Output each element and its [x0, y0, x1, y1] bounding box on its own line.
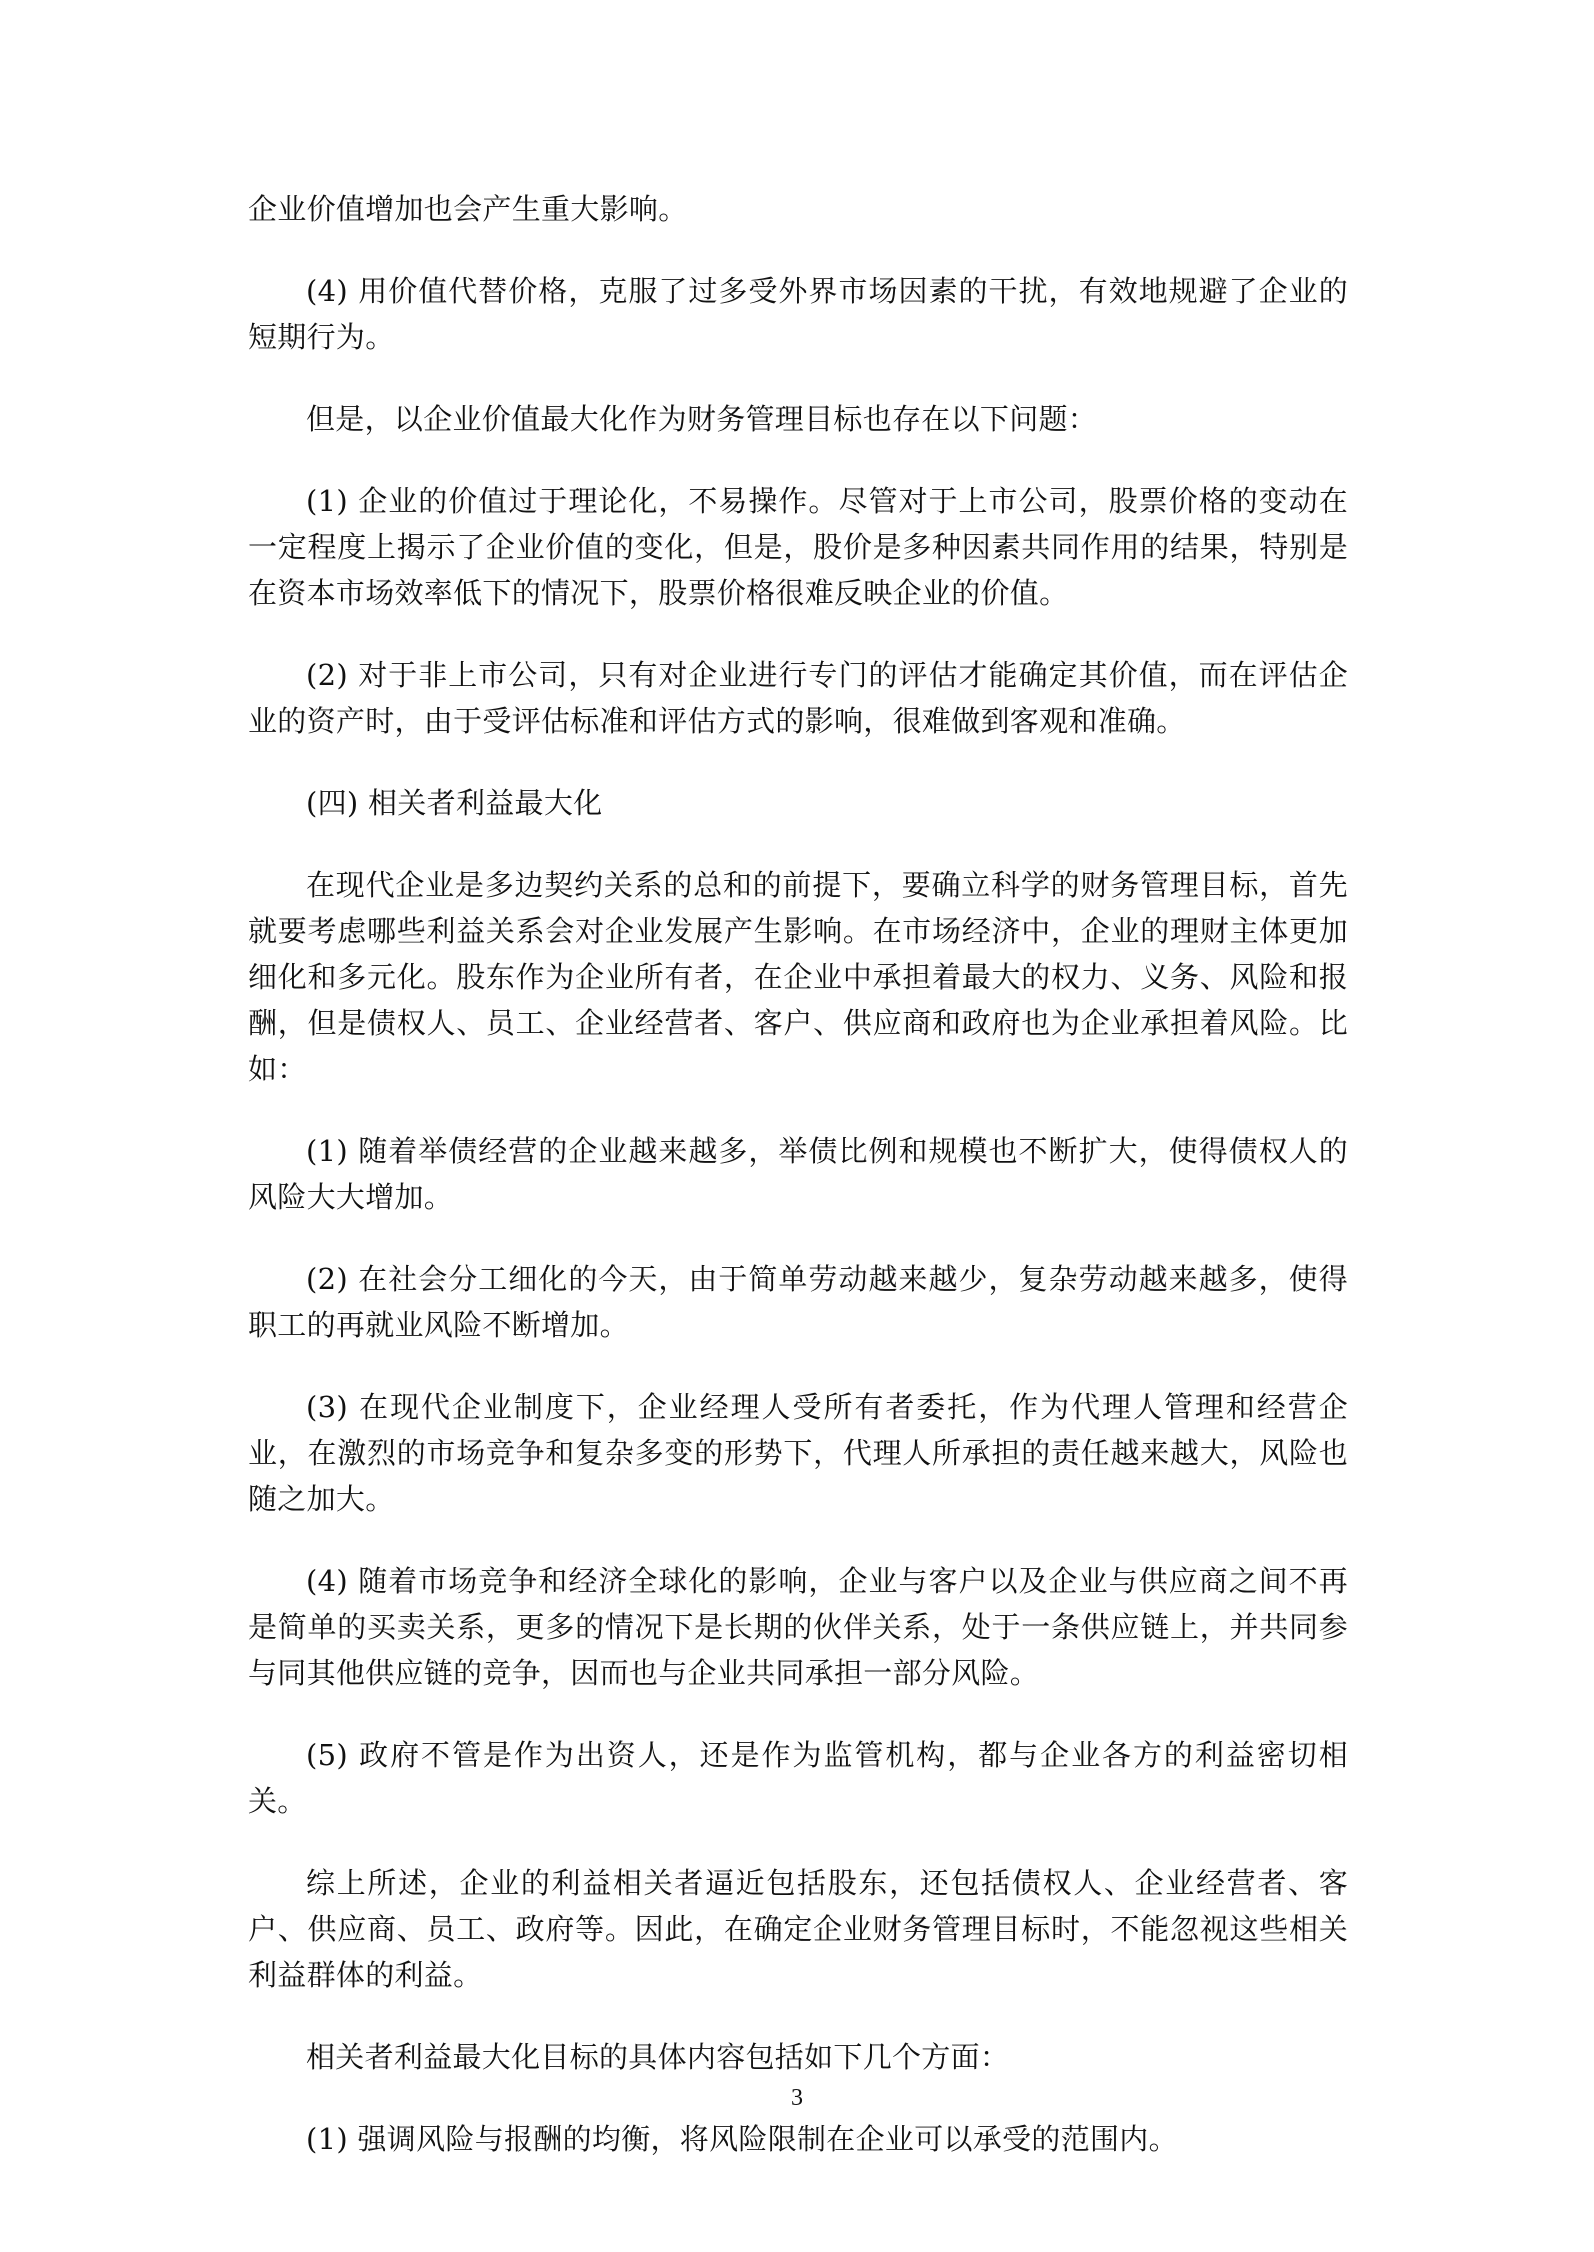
paragraph: 综上所述，企业的利益相关者逼近包括股东，还包括债权人、企业经营者、客户、供应商、员工、政府等。因此，在确定企业财务管理目标时，不能忽视这些相关利益群体的利益。: [248, 1866, 1348, 1992]
paragraph: 相关者利益最大化目标的具体内容包括如下几个方面：: [306, 2040, 1010, 2074]
paragraph: 在现代企业是多边契约关系的总和的前提下，要确立科学的财务管理目标，首先就要考虑哪些利益关系会对企业发展产生影响。在市场经济中，企业的理财主体更加细化和多元化。股东作为企业所有者，在企业中承担着最大的权力、义务、风险和报酬，但是债权人、员工、企业经营者、客户、供应商和政府也为企业承担着风险。比如：: [248, 868, 1348, 1086]
paragraph: (5) 政府不管是作为出资人，还是作为监管机构，都与企业各方的利益密切相关。: [248, 1738, 1348, 1818]
document-body: [248, 186, 1348, 2198]
paragraph: (3) 在现代企业制度下，企业经理人受所有者委托，作为代理人管理和经营企业，在激烈的市场竞争和复杂多变的形势下，代理人所承担的责任越来越大，风险也随之加大。: [248, 1390, 1348, 1516]
section-heading: (四) 相关者利益最大化: [306, 786, 603, 820]
paragraph: (2) 对于非上市公司，只有对企业进行专门的评估才能确定其价值，而在评估企业的资产时，由于受评估标准和评估方式的影响，很难做到客观和准确。: [248, 658, 1348, 738]
paragraph: 但是，以企业价值最大化作为财务管理目标也存在以下问题：: [306, 402, 1098, 436]
paragraph: (1) 企业的价值过于理论化，不易操作。尽管对于上市公司，股票价格的变动在一定程度上揭示了企业价值的变化，但是，股价是多种因素共同作用的结果，特别是在资本市场效率低下的情况下，股票价格很难反映企业的价值。: [248, 484, 1348, 610]
paragraph: (1) 随着举债经营的企业越来越多，举债比例和规模也不断扩大，使得债权人的风险大大增加。: [248, 1134, 1348, 1214]
paragraph: 企业价值增加也会产生重大影响。: [248, 192, 688, 226]
paragraph: (2) 在社会分工细化的今天，由于简单劳动越来越少，复杂劳动越来越多，使得职工的再就业风险不断增加。: [248, 1262, 1348, 1342]
page-number: 3: [791, 2085, 803, 2111]
paragraph: (4) 用价值代替价格，克服了过多受外界市场因素的干扰，有效地规避了企业的短期行为。: [248, 274, 1348, 354]
paragraph: (4) 随着市场竞争和经济全球化的影响，企业与客户以及企业与供应商之间不再是简单的买卖关系，更多的情况下是长期的伙伴关系，处于一条供应链上，并共同参与同其他供应链的竞争，因而也与企业共同承担一部分风险。: [248, 1564, 1348, 1690]
paragraph: (1) 强调风险与报酬的均衡，将风险限制在企业可以承受的范围内。: [306, 2122, 1178, 2156]
